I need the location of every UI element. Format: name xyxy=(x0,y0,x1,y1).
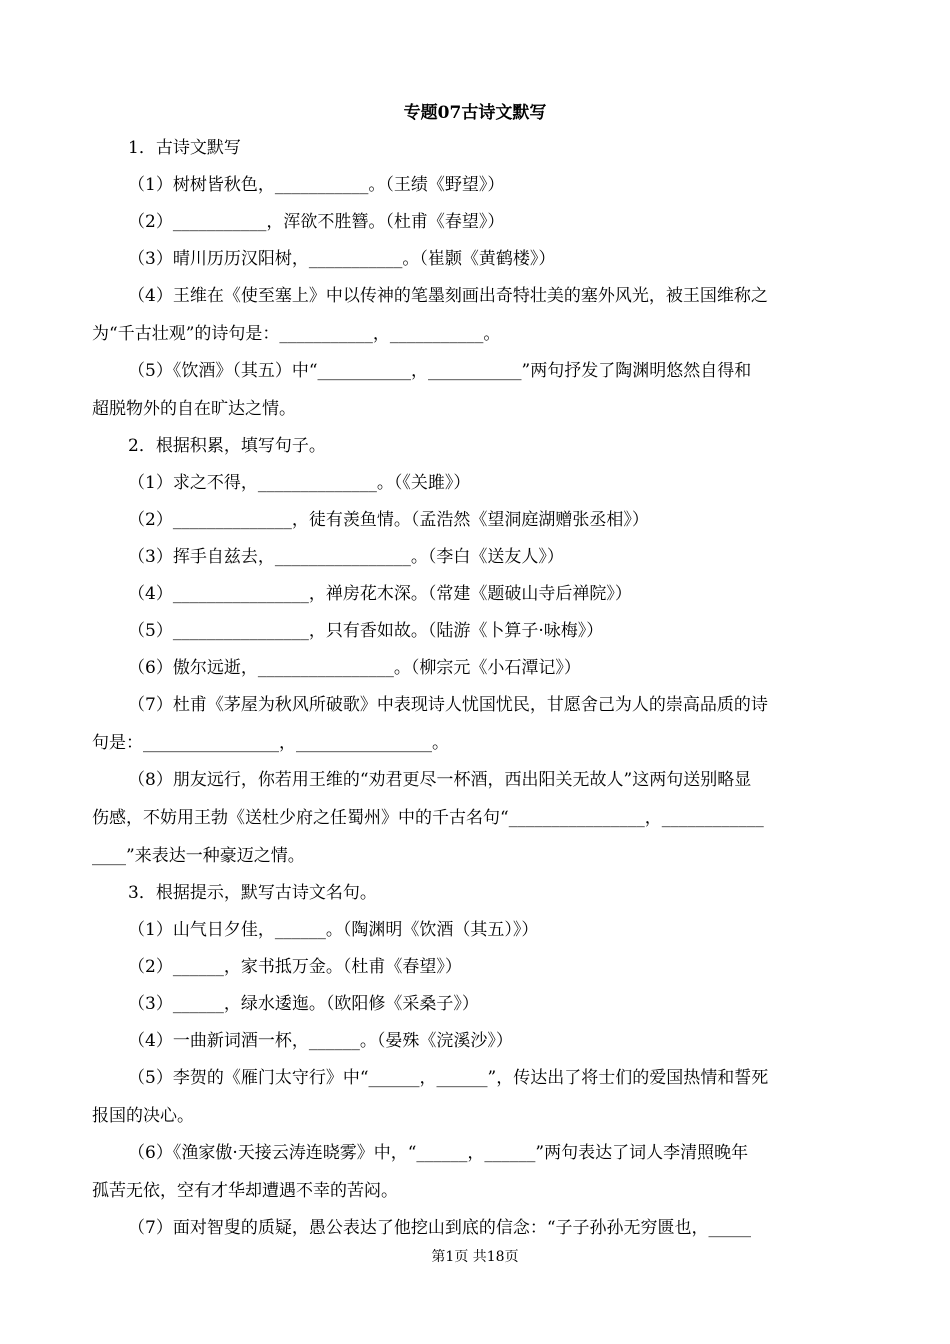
question-item: （1）树树皆秋色，___________。（王绩《野望》） xyxy=(128,175,505,195)
question-item-continued: 孤苦无依，空有才华却遭遇不幸的苦闷。 xyxy=(92,1181,398,1201)
question-item: （1）山气日夕佳，______。（陶渊明《饮酒（其五）》） xyxy=(128,920,539,940)
question-item-continued: 为“千古壮观”的诗句是：___________，___________。 xyxy=(92,324,501,344)
question-heading-3: 3．根据提示，默写古诗文名句。 xyxy=(128,883,377,903)
question-item: （8）朋友远行，你若用王维的“劝君更尽一杯酒，西出阳关无故人”这两句送别略显 xyxy=(128,770,752,790)
question-item: （3）晴川历历汉阳树，___________。（崔颢《黄鹤楼》） xyxy=(128,249,556,269)
question-heading-2: 2．根据积累，填写句子。 xyxy=(128,436,326,456)
question-item: （7）面对智叟的质疑，愚公表达了他挖山到底的信念：“子子孙孙无穷匮也，_____ xyxy=(128,1218,752,1238)
question-item: （4）________________，禅房花木深。（常建《题破山寺后禅院》） xyxy=(128,584,632,604)
question-item: （5）《饮酒》（其五）中“___________，___________”两句抒发了陶渊明悠然自得和 xyxy=(128,361,752,381)
question-item-continued: ____”来表达一种豪迈之情。 xyxy=(92,846,305,866)
question-item: （4）王维在《使至塞上》中以传神的笔墨刻画出奇特壮美的塞外风光，被王国维称之 xyxy=(128,286,768,306)
question-item-continued: 句是：________________，________________。 xyxy=(92,733,449,753)
question-heading-1: 1．古诗文默写 xyxy=(128,138,241,158)
question-item: （5）________________，只有香如故。（陆游《卜算子·咏梅》） xyxy=(128,621,604,641)
question-item: （3）挥手自兹去，________________。（李白《送友人》） xyxy=(128,547,564,567)
question-item: （2）______________，徒有羡鱼情。（孟浩然《望洞庭湖赠张丞相》） xyxy=(128,510,649,530)
question-item-continued: 超脱物外的自在旷达之情。 xyxy=(92,399,296,419)
question-item: （2）___________，浑欲不胜簪。（杜甫《春望》） xyxy=(128,212,505,232)
question-item: （3）______，绿水逶迤。（欧阳修《采桑子》） xyxy=(128,994,479,1014)
page-title: 专题07古诗文默写 xyxy=(403,103,547,123)
question-item: （5）李贺的《雁门太守行》中“______，______”，传达出了将士们的爱国热情和誓死 xyxy=(128,1068,769,1088)
question-item: （2）______，家书抵万金。（杜甫《春望》） xyxy=(128,957,462,977)
question-item-continued: 报国的决心。 xyxy=(92,1106,194,1126)
question-item: （1）求之不得，______________。（《关雎》） xyxy=(128,473,471,493)
question-item: （6）傲尔远逝，________________。（柳宗元《小石潭记》） xyxy=(128,658,581,678)
question-item: （4）一曲新词酒一杯，______。（晏殊《浣溪沙》） xyxy=(128,1031,513,1051)
question-item: （7）杜甫《茅屋为秋风所破歌》中表现诗人忧国忧民，甘愿舍己为人的崇高品质的诗 xyxy=(128,695,768,715)
question-item-continued: 伤感，不妨用王勃《送杜少府之任蜀州》中的千古名句“________________，____________ xyxy=(92,808,764,828)
question-item: （6）《渔家傲·天接云涛连晓雾》中，“______，______”两句表达了词人李清照晚年 xyxy=(128,1143,749,1163)
page-footer: 第1页 共18页 xyxy=(431,1249,519,1265)
